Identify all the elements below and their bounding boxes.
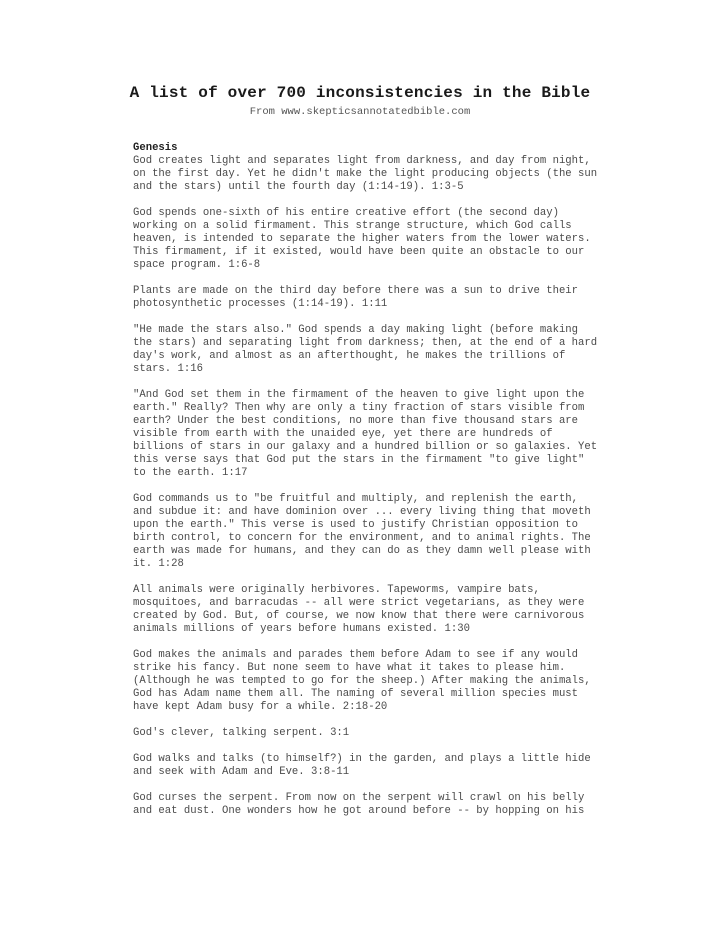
document-title: A list of over 700 inconsistencies in the Bible xyxy=(129,84,591,102)
entry-paragraph: God curses the serpent. From now on the serpent will crawl on his belly and eat dust. One wonders how he got around before -- by hopping on his xyxy=(133,792,585,817)
entry-paragraph: "And God set them in the firmament of the heaven to give light upon the earth." Really? Then why are only a tiny fraction of stars visible from earth? Under the best conditions, no more than five thousand stars are visible from earth with the unaided eye, yet there are hundreds of billions of stars in our galaxy and a hundred billion or so galaxies. Yet this verse says that God put the stars in the firmament "to give light" to the earth. 1:17 xyxy=(133,389,598,479)
entry-paragraph: God's clever, talking serpent. 3:1 xyxy=(133,727,350,739)
entry-paragraph: God walks and talks (to himself?) in the garden, and plays a little hide and seek with Adam and Eve. 3:8-11 xyxy=(133,753,591,778)
document-body xyxy=(133,142,603,818)
entry-paragraph: God commands us to "be fruitful and multiply, and replenish the earth, and subdue it: and have dominion over ... every living thing that moveth upon the earth." This verse is used to justify Christian opposition to birth control, to concern for the environment, and to animal rights. The earth was made for humans, and they can do as they damn well please with it. 1:28 xyxy=(133,493,591,570)
entry-paragraph: God makes the animals and parades them before Adam to see if any would strike his fancy. But none seem to have what it takes to please him. (Although he was tempted to go for the sheep.) After making the animals, God has Adam name them all. The naming of several million species must have kept Adam busy for a while. 2:18-20 xyxy=(133,649,591,713)
document-subtitle: From www.skepticsannotatedbible.com xyxy=(249,106,471,118)
entry-paragraph: God spends one-sixth of his entire creative effort (the second day) working on a solid firmament. This strange structure, which God calls heaven, is intended to separate the higher waters from the lower waters. This firmament, if it existed, would have been quite an obstacle to our space program. 1:6-8 xyxy=(133,207,591,271)
entry-paragraph: "He made the stars also." God spends a day making light (before making the stars) and separating light from darkness; then, at the end of a hard day's work, and almost as an afterthought, he makes the trillions of stars. 1:16 xyxy=(133,324,598,375)
entry-paragraph: Plants are made on the third day before there was a sun to drive their photosynthetic processes (1:14-19). 1:11 xyxy=(133,285,579,310)
entry-paragraph: God creates light and separates light from darkness, and day from night, on the first day. Yet he didn't make the light producing objects (the sun and the stars) until the fourth day (1:14-19). 1:3-5 xyxy=(133,155,598,193)
section-heading: Genesis xyxy=(133,142,178,154)
entry-paragraph: All animals were originally herbivores. Tapeworms, vampire bats, mosquitoes, and barracudas -- all were strict vegetarians, as they were created by God. But, of course, we now know that there were carnivorous animals millions of years before humans existed. 1:30 xyxy=(133,584,585,635)
